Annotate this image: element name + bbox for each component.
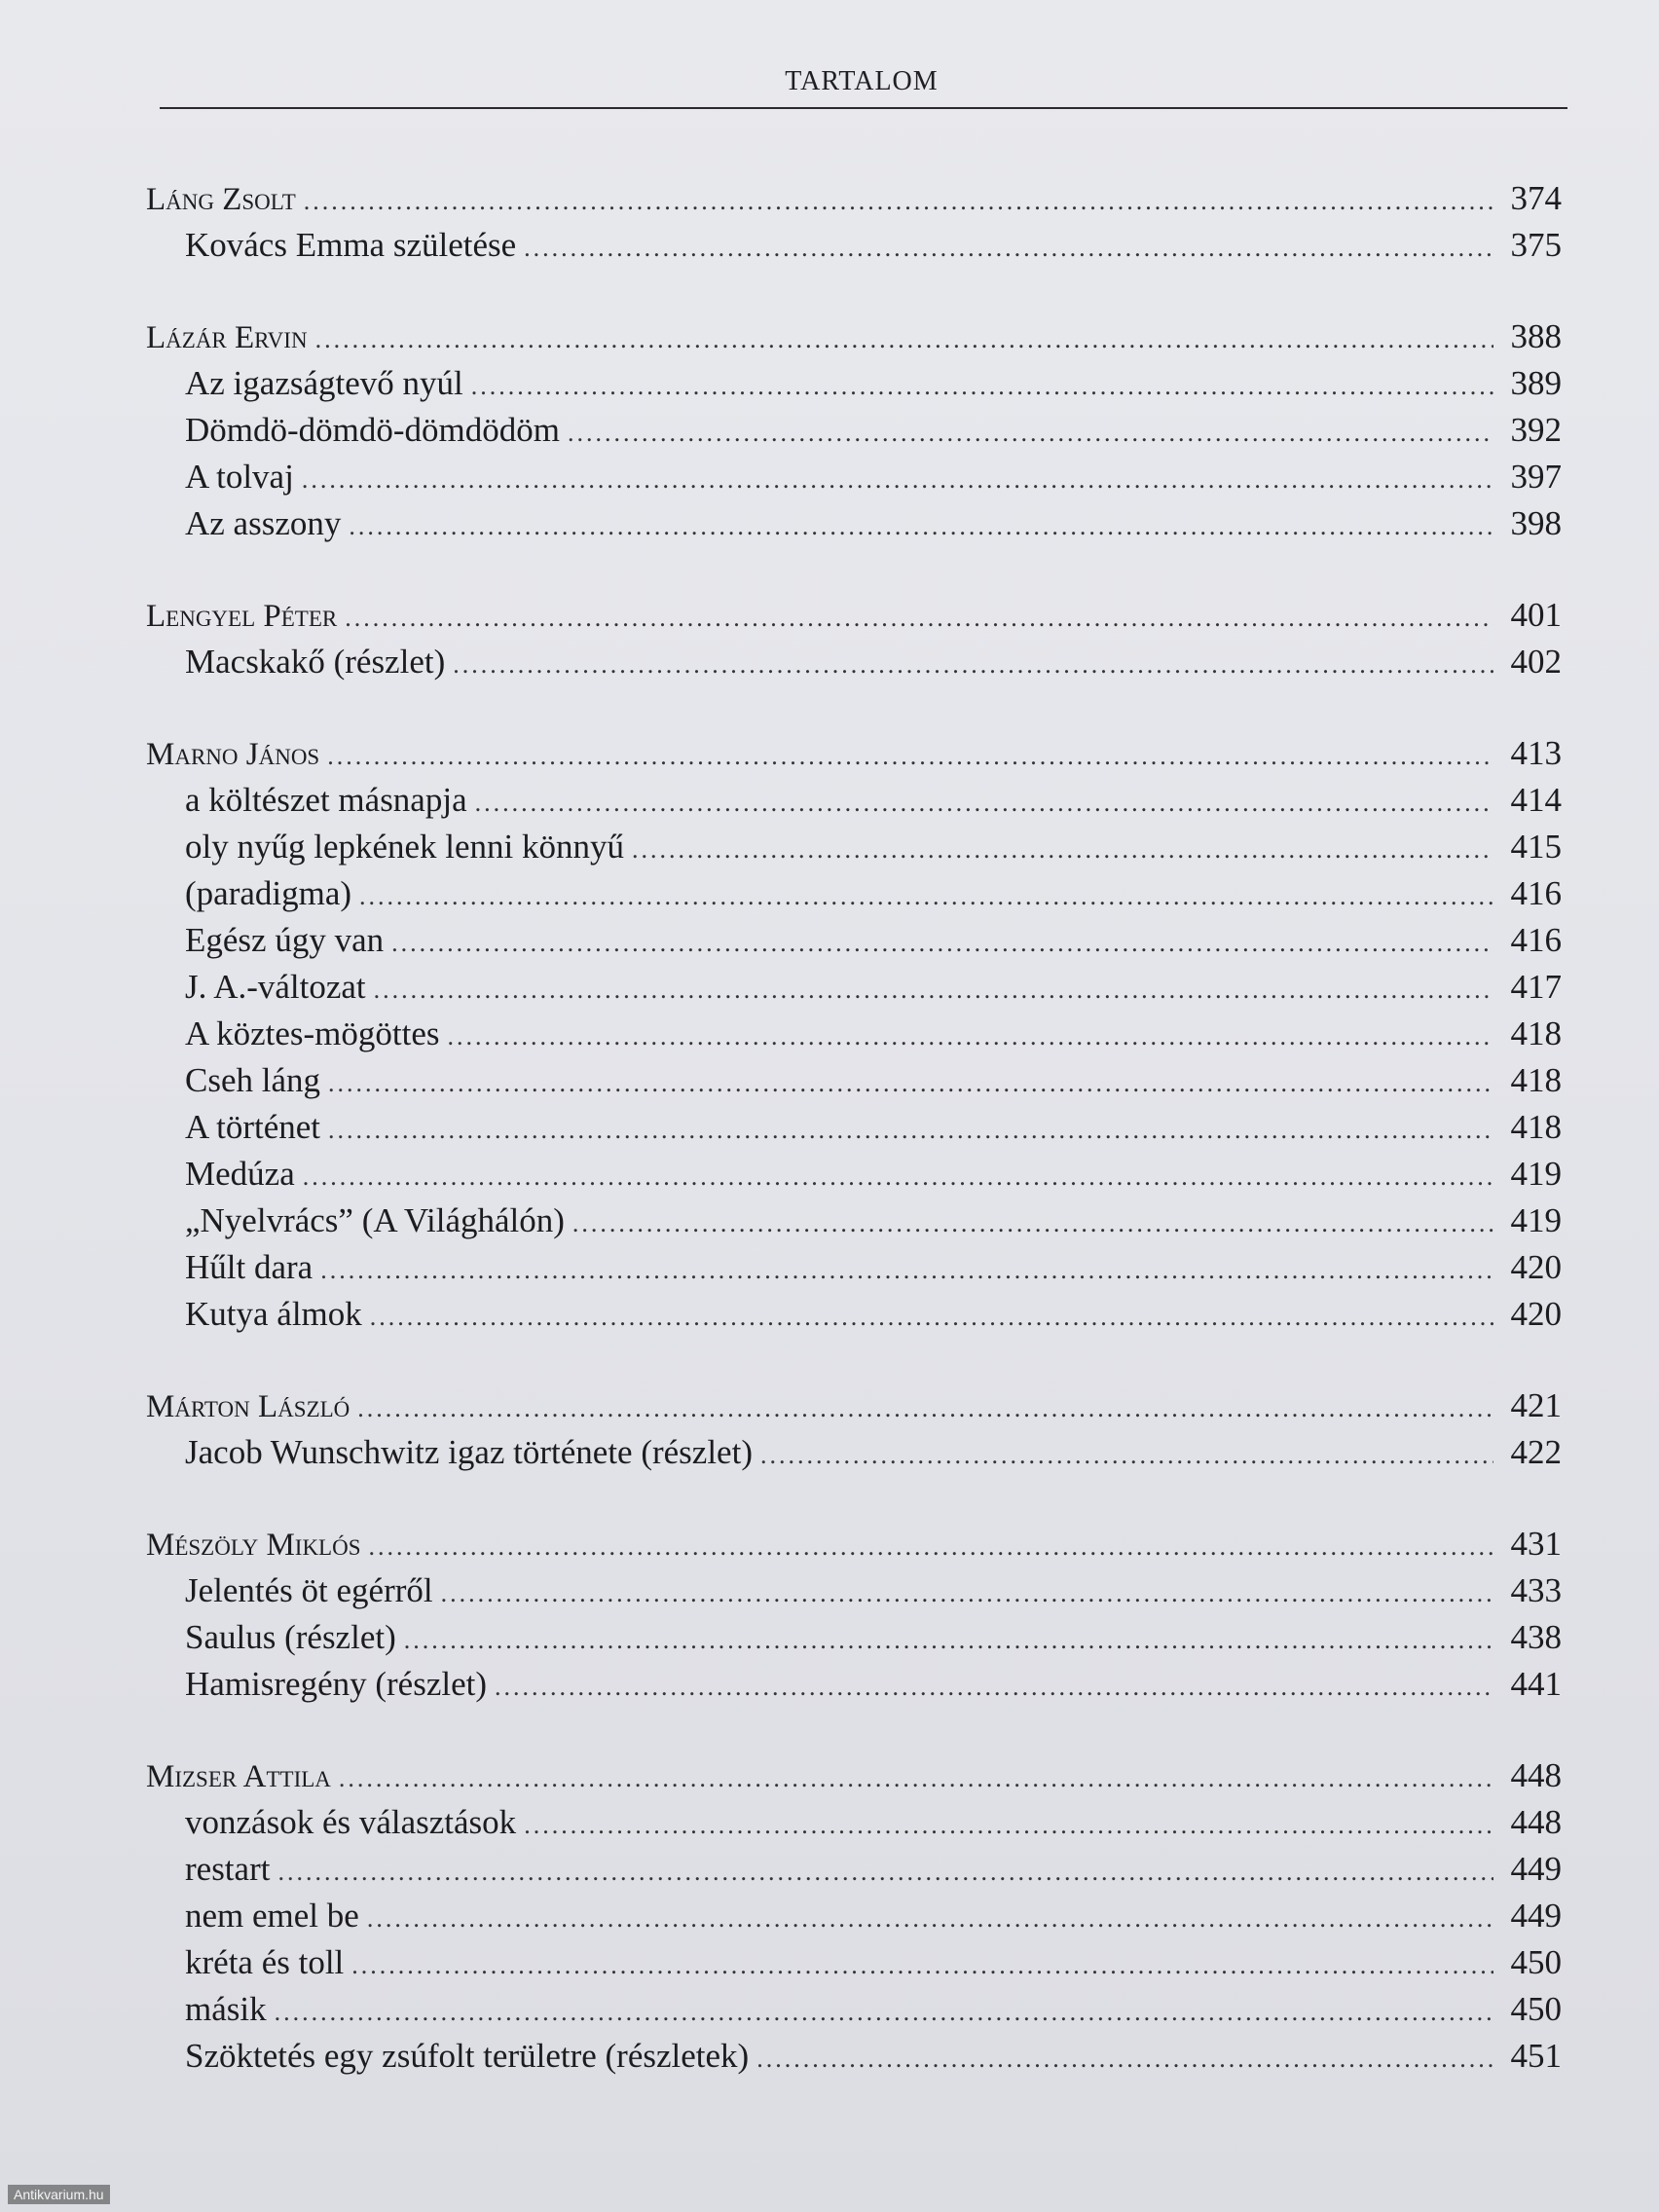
dot-leader — [277, 1849, 1493, 1896]
toc-author-entry-title: Mészöly Miklós — [146, 1528, 361, 1563]
page-number: 431 — [1510, 1525, 1562, 1563]
toc-work-entry — [146, 1291, 1562, 1338]
dot-leader — [359, 873, 1493, 920]
page-number: 392 — [1510, 411, 1562, 449]
toc-author-entry-title: Láng Zsolt — [146, 182, 296, 217]
dot-leader — [351, 1942, 1493, 1989]
page-number: 418 — [1510, 1108, 1562, 1146]
dot-leader — [475, 780, 1493, 827]
toc-work-entry-title: Az asszony — [185, 504, 342, 542]
dot-leader — [524, 225, 1493, 272]
toc-work-entry — [146, 500, 1562, 547]
dot-leader — [632, 827, 1493, 873]
dot-leader — [448, 1014, 1494, 1060]
toc-work-entry — [146, 824, 1562, 870]
dot-leader — [756, 2036, 1493, 2083]
page-number: 401 — [1510, 596, 1562, 634]
page-number: 397 — [1510, 458, 1562, 496]
page-number: 402 — [1510, 643, 1562, 681]
dot-leader — [328, 1060, 1493, 1107]
toc-work-entry-title: Medúza — [185, 1155, 295, 1193]
toc-work-entry — [146, 1057, 1562, 1104]
dot-leader — [302, 457, 1493, 503]
toc-work-entry — [146, 639, 1562, 685]
page-number: 449 — [1510, 1897, 1562, 1935]
page-number: 450 — [1510, 1943, 1562, 1981]
toc-work-entry-title: Hamisregény (részlet) — [185, 1665, 487, 1703]
toc-work-entry-title: Jelentés öt egérről — [185, 1571, 433, 1609]
toc-author-entry — [146, 592, 1562, 639]
dot-leader — [374, 967, 1493, 1014]
dot-leader — [404, 1617, 1493, 1664]
page-number: 438 — [1510, 1618, 1562, 1656]
toc-work-entry — [146, 1011, 1562, 1057]
dot-leader — [345, 595, 1493, 642]
toc-section — [146, 592, 1562, 685]
toc-author-entry-title: Mizser Attila — [146, 1759, 331, 1794]
toc-author-entry — [146, 1382, 1562, 1429]
dot-leader — [339, 1755, 1493, 1802]
toc-work-entry — [146, 1429, 1562, 1476]
toc-author-entry — [146, 1752, 1562, 1799]
dot-leader — [304, 178, 1493, 225]
toc-work-entry — [146, 1986, 1562, 2033]
toc-section — [146, 1752, 1562, 2080]
toc-work-entry-title: A köztes-mögöttes — [185, 1014, 440, 1052]
page-header-title: TARTALOM — [785, 66, 939, 96]
toc-work-entry — [146, 1893, 1562, 1939]
page-number: 417 — [1510, 968, 1562, 1006]
toc-author-entry-title: Márton László — [146, 1389, 350, 1424]
page-number: 449 — [1510, 1850, 1562, 1888]
table-of-contents — [146, 175, 1562, 2124]
toc-work-entry-title: nem emel be — [185, 1897, 359, 1935]
toc-work-entry-title: Macskakő (részlet) — [185, 643, 446, 681]
page-number: 419 — [1510, 1201, 1562, 1239]
page-number: 414 — [1510, 781, 1562, 819]
dot-leader — [349, 503, 1493, 550]
page-number: 450 — [1510, 1990, 1562, 2028]
toc-work-entry-title: Egész úgy van — [185, 921, 385, 959]
toc-work-entry — [146, 1104, 1562, 1151]
page-number: 419 — [1510, 1155, 1562, 1193]
toc-work-entry-title: Jacob Wunschwitz igaz története (részlet) — [185, 1433, 753, 1471]
toc-work-entry — [146, 407, 1562, 454]
toc-work-entry — [146, 1151, 1562, 1198]
dot-leader — [303, 1154, 1493, 1200]
dot-leader — [568, 410, 1493, 457]
toc-section — [146, 313, 1562, 547]
toc-author-entry-title: Lázár Ervin — [146, 320, 308, 355]
toc-work-entry-title: oly nyűg lepkének lenni könnyű — [185, 828, 625, 866]
toc-work-entry — [146, 1244, 1562, 1291]
toc-work-entry-title: Az igazságtevő nyúl — [185, 364, 463, 402]
page-number: 416 — [1510, 921, 1562, 959]
page-number: 422 — [1510, 1433, 1562, 1471]
dot-leader — [760, 1432, 1493, 1479]
dot-leader — [327, 733, 1493, 780]
dot-leader — [441, 1570, 1493, 1617]
toc-section — [146, 1521, 1562, 1708]
toc-work-entry — [146, 222, 1562, 269]
dot-leader — [315, 316, 1493, 363]
toc-work-entry — [146, 2033, 1562, 2080]
page-number: 448 — [1510, 1803, 1562, 1841]
page-number: 451 — [1510, 2037, 1562, 2075]
toc-work-entry — [146, 917, 1562, 964]
page-number: 374 — [1510, 179, 1562, 217]
toc-work-entry-title: „Nyelvrács” (A Világhálón) — [185, 1201, 565, 1239]
toc-work-entry — [146, 360, 1562, 407]
toc-work-entry-title: kréta és toll — [185, 1943, 345, 1981]
dot-leader — [453, 642, 1493, 688]
page-number: 448 — [1510, 1756, 1562, 1794]
toc-work-entry — [146, 1799, 1562, 1846]
page-number: 416 — [1510, 874, 1562, 912]
toc-author-entry-title: Lengyel Péter — [146, 599, 338, 634]
toc-author-entry-title: Marno János — [146, 737, 320, 772]
toc-work-entry-title: J. A.-változat — [185, 968, 366, 1006]
toc-work-entry-title: másik — [185, 1990, 267, 2028]
toc-author-entry — [146, 313, 1562, 360]
page-number: 420 — [1510, 1295, 1562, 1333]
page-number: 421 — [1510, 1386, 1562, 1424]
dot-leader — [275, 1989, 1493, 2036]
page-number: 389 — [1510, 364, 1562, 402]
toc-work-entry — [146, 1198, 1562, 1244]
toc-work-entry-title: a költészet másnapja — [185, 781, 467, 819]
toc-work-entry-title: Hűlt dara — [185, 1248, 313, 1286]
toc-work-entry-title: restart — [185, 1850, 271, 1888]
dot-leader — [367, 1896, 1493, 1942]
page-number: 418 — [1510, 1061, 1562, 1099]
dot-leader — [320, 1247, 1493, 1294]
toc-work-entry-title: Kutya álmok — [185, 1295, 362, 1333]
page-number: 418 — [1510, 1014, 1562, 1052]
dot-leader — [369, 1524, 1493, 1570]
toc-work-entry — [146, 1661, 1562, 1708]
toc-work-entry-title: vonzások és választások — [185, 1803, 517, 1841]
page-number: 388 — [1510, 317, 1562, 355]
toc-section — [146, 730, 1562, 1338]
dot-leader — [328, 1107, 1493, 1154]
toc-work-entry — [146, 1846, 1562, 1893]
toc-work-entry — [146, 964, 1562, 1011]
toc-work-entry-title: A tolvaj — [185, 458, 294, 496]
toc-author-entry — [146, 730, 1562, 777]
toc-work-entry — [146, 1614, 1562, 1661]
toc-section — [146, 1382, 1562, 1476]
toc-work-entry — [146, 870, 1562, 917]
toc-work-entry-title: (paradigma) — [185, 874, 352, 912]
toc-author-entry — [146, 175, 1562, 222]
toc-work-entry-title: A történet — [185, 1108, 320, 1146]
dot-leader — [495, 1664, 1493, 1711]
toc-work-entry-title: Szöktetés egy zsúfolt területre (részletek) — [185, 2037, 750, 2075]
toc-work-entry — [146, 1939, 1562, 1986]
toc-work-entry — [146, 1567, 1562, 1614]
page-number: 415 — [1510, 828, 1562, 866]
page-number: 375 — [1510, 226, 1562, 264]
dot-leader — [524, 1802, 1493, 1849]
toc-section — [146, 175, 1562, 269]
toc-work-entry — [146, 454, 1562, 500]
toc-work-entry-title: Saulus (részlet) — [185, 1618, 396, 1656]
page-number: 433 — [1510, 1571, 1562, 1609]
page-number: 420 — [1510, 1248, 1562, 1286]
page-number: 441 — [1510, 1665, 1562, 1703]
dot-leader — [357, 1385, 1493, 1432]
page-number: 413 — [1510, 734, 1562, 772]
watermark: Antikvarium.hu — [8, 2185, 110, 2204]
toc-author-entry — [146, 1521, 1562, 1567]
dot-leader — [370, 1294, 1493, 1341]
header-rule — [160, 107, 1567, 109]
toc-work-entry — [146, 777, 1562, 824]
page-number: 398 — [1510, 504, 1562, 542]
dot-leader — [471, 363, 1493, 410]
toc-work-entry-title: Cseh láng — [185, 1061, 321, 1099]
toc-work-entry-title: Kovács Emma születése — [185, 226, 517, 264]
toc-work-entry-title: Dömdö-dömdö-dömdödöm — [185, 411, 560, 449]
dot-leader — [572, 1200, 1493, 1247]
dot-leader — [391, 920, 1493, 967]
